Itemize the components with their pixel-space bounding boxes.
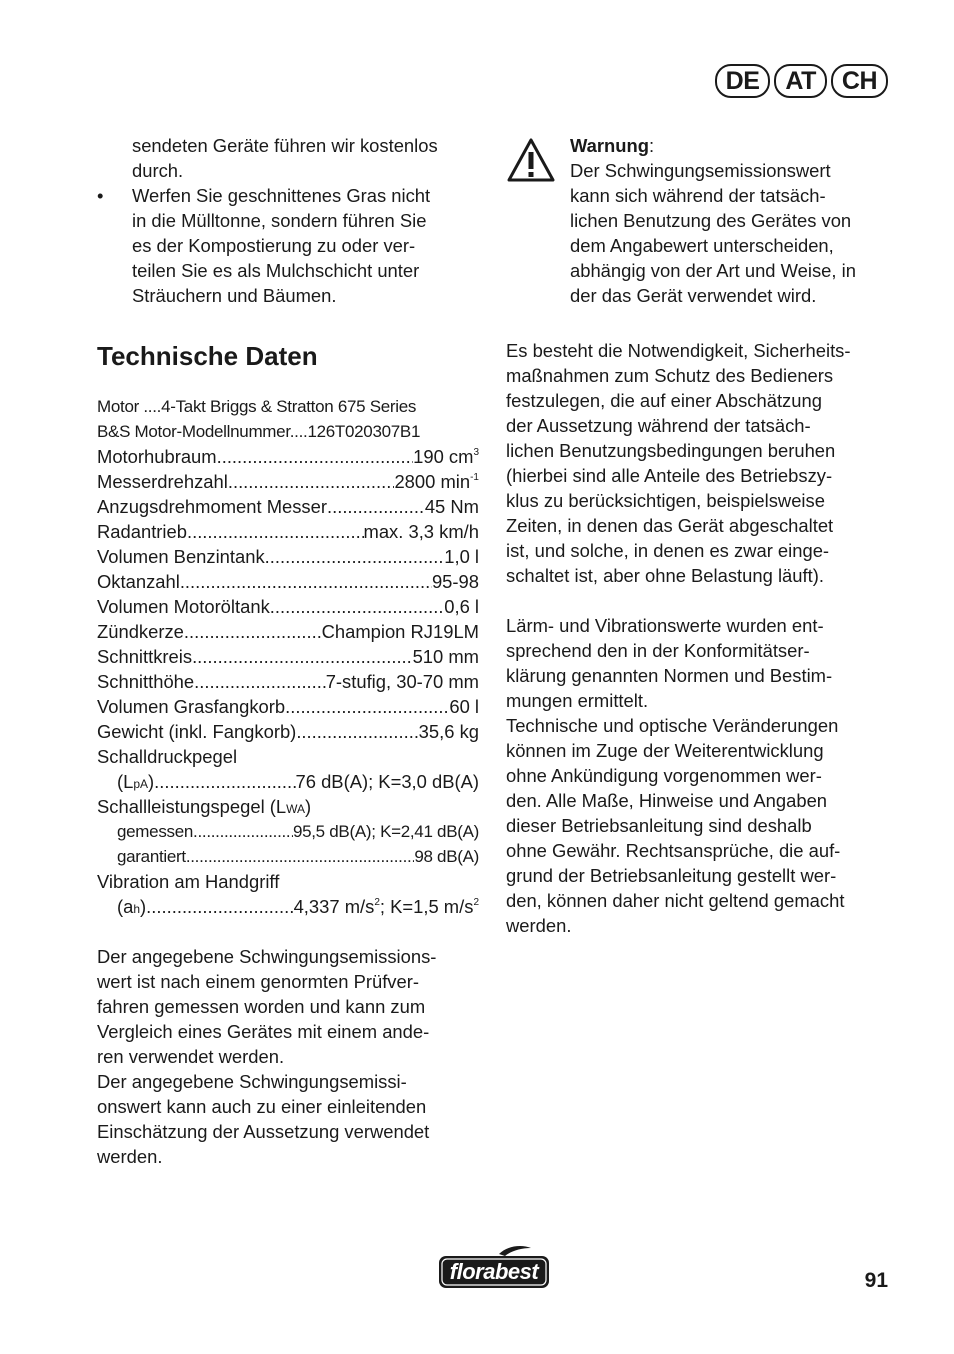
spec-row-weight: Gewicht (inkl. Fangkorb) ..... 35,6 kg	[97, 719, 479, 744]
spec-row-model: B&S Motor-Modellnummer.... 126T020307B1	[97, 422, 421, 441]
spec-row-sound-pressure: (LpA) ..... 76 dB(A); K=3,0 dB(A)	[97, 769, 479, 794]
spec-row-octane: Oktanzahl ..... 95-98	[97, 569, 479, 594]
language-badges	[715, 64, 888, 98]
paragraph-changes-disclaimer: Technische und optische Veränderungen können im Zuge der Weiterentwicklung ohne Ankündigung vorgenommen wer- den. Alle Maße, Hinweise und Angaben dieser Betriebsanleitung sind deshalb ohne Gewähr. Rechtsansprüche, die auf- grund der Betriebsanleitung gestellt wer- den, können daher nicht geltend gemacht werden.	[506, 715, 845, 936]
spec-label-vibration: Vibration am Handgriff	[97, 871, 280, 892]
spec-row-sound-power-measured: gemessen ..... 95,5 dB(A); K=2,41 dB(A)	[97, 819, 479, 844]
bullet-item-compost: • Werfen Sie geschnittenes Gras nicht in die Mülltonne, sondern führen Sie es der Kompostierung zu oder ver- teilen Sie es als Mulchschicht unter Sträuchern und Bäumen.	[97, 185, 431, 306]
paragraph-safety-measures: Es besteht die Notwendigkeit, Sicherheits- maßnahmen zum Schutz des Bedieners festzulegen, die auf einer Abschätzung der Aussetzung während der tatsäch- lichen Benutzungsbedingungen beruhen (hierbei sind alle Anteile des Betriebszy- klus zu berücksichtigen, beispielsweise Zeiten, in denen das Gerät abgeschaltet ist, und solche, in denen es zwar einge- schaltet ist, aber ohne Belastung läuft).	[506, 340, 851, 586]
bullet-dot: •	[97, 185, 104, 206]
spec-label-sound-pressure: Schalldruckpegel	[97, 746, 238, 767]
left-column	[97, 133, 479, 1169]
warning-block: Warnung: Der Schwingungsemissionswert kann sich während der tatsäch- lichen Benutzung des Gerätes von dem Angabewert unterscheiden, abhängig von der Art und Weise, in der das Gerät verwendet wird.	[506, 133, 890, 308]
spec-row-cutting-height: Schnitthöhe ..... 7-stufig, 30-70 mm	[97, 669, 479, 694]
section-heading-technical-data: Technische Daten	[97, 341, 318, 371]
spec-label-sound-power: Schallleistungspegel (LWA)	[97, 796, 312, 817]
page-number: 91	[864, 1269, 888, 1292]
spec-row-fuel-tank: Volumen Benzintank ..... 1,0 l	[97, 544, 479, 569]
lang-badge-de: DE	[715, 64, 771, 98]
lang-badge-ch: CH	[831, 64, 888, 98]
spec-row-cutting-width: Schnittkreis ..... 510 mm	[97, 644, 479, 669]
spec-row-drive: Radantrieb ..... max. 3,3 km/h	[97, 519, 479, 544]
continued-bullet-text: sendeten Geräte führen wir kostenlos durch.	[132, 135, 438, 181]
spec-row-sound-power-guaranteed: garantiert ..... 98 dB(A)	[97, 844, 479, 869]
paragraph-vibration-value: Der angegebene Schwingungsemissions- wert ist nach einem genormten Prüfver- fahren gemessen worden und kann zum Vergleich eines Gerätes mit einem ande- ren verwendet werden.	[97, 946, 437, 1067]
spec-row-displacement: Motorhubraum ..... 190 $cm^3$	[97, 444, 479, 469]
paragraph-noise-values: Lärm- und Vibrationswerte wurden ent- sprechend den in der Konformitätser- klärung genannten Normen und Bestim- mungen ermittelt.	[506, 615, 833, 711]
lang-badge-at: AT	[774, 64, 826, 98]
spec-row-blade-speed: Messerdrehzahl ..... 2800 $\min^{-1}$	[97, 469, 479, 494]
spec-row-spark-plug: Zündkerze ..... Champion RJ19LM	[97, 619, 479, 644]
spec-row-motor: Motor .... 4-Takt Briggs & Stratton 675 Series	[97, 397, 417, 416]
paragraph-vibration-estimate: Der angegebene Schwingungsemissi- onswert kann auch zu einer einleitenden Einschätzung der Aussetzung verwendet werden.	[97, 1071, 430, 1167]
svg-text:florabest: florabest	[449, 1259, 539, 1284]
warning-triangle-icon	[506, 137, 556, 183]
right-column	[506, 133, 890, 938]
florabest-logo-icon	[437, 1244, 551, 1290]
spec-row-torque: Anzugsdrehmoment Messer ..... 45 Nm	[97, 494, 479, 519]
spec-list	[97, 394, 479, 919]
spec-row-grass-box: Volumen Grasfangkorb ..... 60 l	[97, 694, 479, 719]
spec-row-vibration: (ah) ..... 4,337 $m/s^2$; K=1,5 $m/s^2$	[97, 894, 479, 919]
spec-row-oil-tank: Volumen Motoröltank ..... 0,6 l	[97, 594, 479, 619]
warning-title: Warnung	[570, 135, 649, 156]
